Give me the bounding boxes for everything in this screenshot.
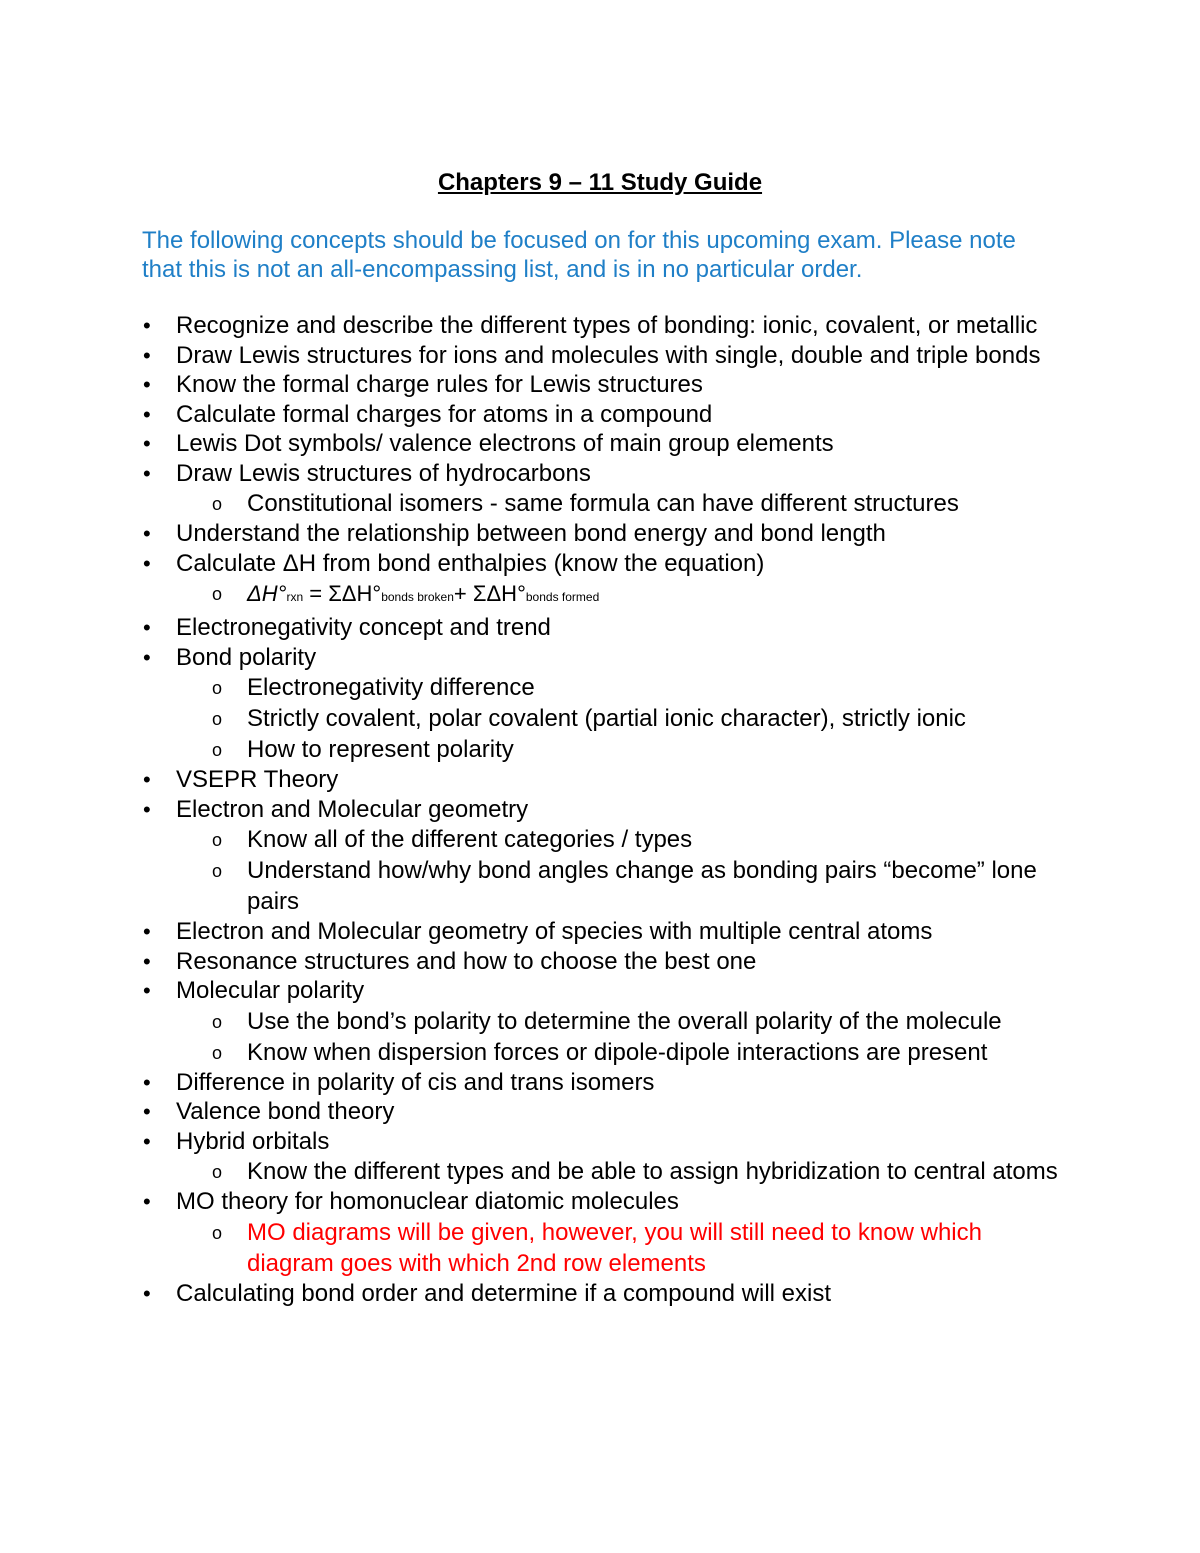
circle-bullet-icon: o <box>212 861 223 881</box>
sub-list <box>176 824 1070 917</box>
list-item <box>0 1187 1200 1279</box>
sub-list-item-text: How to represent polarity <box>247 736 514 763</box>
circle-bullet-icon: o <box>212 494 223 514</box>
list-item-text: Understand the relationship between bond energy and bond length <box>176 520 886 547</box>
sub-list-item <box>176 734 1070 765</box>
bullet-icon: • <box>143 401 151 427</box>
list-item <box>0 613 1200 643</box>
list-item <box>0 370 1200 400</box>
bullet-icon: • <box>143 948 151 974</box>
sub-list-item-text: Electronegativity difference <box>247 674 535 701</box>
list-item <box>0 549 1200 614</box>
equation-broken-subscript: bonds broken <box>381 590 454 604</box>
sub-list-item-text: Know the different types and be able to assign hybridization to central atoms <box>247 1158 1058 1185</box>
intro-paragraph: The following concepts should be focused on for this upcoming exam. Please note that this is not an all-encompassing list, and is in no particular order. <box>142 227 1016 283</box>
sub-list <box>176 578 1070 613</box>
bullet-icon: • <box>143 431 151 456</box>
bullet-icon: • <box>143 767 151 792</box>
list-item-text: Valence bond theory <box>176 1098 395 1125</box>
list-item-text: Electron and Molecular geometry <box>176 795 529 823</box>
list-item <box>0 1068 1200 1098</box>
list-item-text: Recognize and describe the different types of bonding: ionic, covalent, or metallic <box>176 312 1038 339</box>
list-item <box>0 400 1200 430</box>
list-item <box>0 1127 1200 1188</box>
equation-rxn-subscript: rxn <box>286 590 304 604</box>
sub-list-item-text: Use the bond’s polarity to determine the overall polarity of the molecule <box>247 1007 1002 1035</box>
list-item-text: Draw Lewis structures for ions and molecules with single, double and triple bonds <box>176 341 1041 369</box>
list-item <box>0 947 1200 977</box>
bullet-icon: • <box>143 550 151 576</box>
sub-list-item <box>176 1006 1070 1037</box>
list-item-text: Know the formal charge rules for Lewis structures <box>176 371 703 398</box>
list-item-text: Draw Lewis structures of hydrocarbons <box>176 459 591 487</box>
sub-list-item-text: Constitutional isomers - same formula can have different structures <box>247 490 959 517</box>
circle-bullet-icon: o <box>212 584 223 604</box>
sub-list-item <box>176 1037 1070 1068</box>
list-item <box>0 917 1200 947</box>
list-item-text: Bond polarity <box>176 643 317 671</box>
sub-list-item <box>176 488 1070 519</box>
list-item-text: Molecular polarity <box>176 977 365 1004</box>
sub-list <box>176 672 1070 765</box>
equation-delta-h: ΔH° <box>247 581 287 606</box>
list-item-text: Calculating bond order and determine if a compound will exist <box>176 1279 832 1307</box>
equation-equals-term: = ΣΔH° <box>303 581 382 606</box>
concept-list <box>0 311 1200 1308</box>
list-item <box>0 459 1200 520</box>
bullet-icon: • <box>143 796 151 822</box>
list-item <box>0 976 1200 1068</box>
bullet-icon: • <box>143 460 151 486</box>
sub-list-item <box>176 1217 1070 1279</box>
bullet-icon: • <box>143 978 151 1003</box>
list-item-text: MO theory for homonuclear diatomic molecules <box>176 1188 679 1215</box>
list-item-text: Lewis Dot symbols/ valence electrons of main group elements <box>176 430 834 457</box>
bullet-icon: • <box>143 615 151 640</box>
bullet-icon: • <box>143 372 151 397</box>
list-item-text: VSEPR Theory <box>176 766 339 793</box>
list-item <box>0 795 1200 918</box>
circle-bullet-icon: o <box>212 1042 223 1063</box>
bullet-icon: • <box>143 342 151 368</box>
bullet-icon: • <box>143 1099 151 1124</box>
sub-list-item <box>176 855 1070 917</box>
sub-list <box>176 1217 1070 1279</box>
sub-list-item-text-red: MO diagrams will be given, however, you will still need to know which diagram goes with which 2nd row elements <box>247 1218 982 1277</box>
bullet-icon: • <box>143 1189 151 1214</box>
list-item-text: Resonance structures and how to choose the best one <box>176 947 757 975</box>
sub-list-item <box>176 672 1070 703</box>
sub-list-item <box>176 578 1070 613</box>
bullet-icon: • <box>143 521 151 546</box>
circle-bullet-icon: o <box>212 678 223 698</box>
enthalpy-equation <box>247 580 599 607</box>
circle-bullet-icon: o <box>212 1162 223 1182</box>
list-item <box>0 519 1200 549</box>
equation-formed-subscript: bonds formed <box>525 590 600 604</box>
bullet-icon: • <box>143 919 151 944</box>
circle-bullet-icon: o <box>212 709 223 729</box>
list-item-text: Difference in polarity of cis and trans isomers <box>176 1068 655 1096</box>
sub-list-item-text: Strictly covalent, polar covalent (partial ionic character), strictly ionic <box>247 705 966 732</box>
list-item <box>0 765 1200 795</box>
page-title: Chapters 9 – 11 Study Guide <box>437 169 763 196</box>
bullet-icon: • <box>143 1069 151 1095</box>
sub-list <box>176 1006 1070 1068</box>
list-item-text: Calculate ΔH from bond enthalpies (know the equation) <box>176 549 765 577</box>
list-item <box>0 1097 1200 1127</box>
sub-list-item-text: Understand how/why bond angles change as bonding pairs “become” lone pairs <box>247 857 1037 915</box>
list-item-text: Electron and Molecular geometry of species with multiple central atoms <box>176 918 933 945</box>
circle-bullet-icon: o <box>212 1222 223 1243</box>
sub-list <box>176 1156 1070 1187</box>
circle-bullet-icon: o <box>212 1011 223 1032</box>
list-item <box>0 643 1200 766</box>
sub-list <box>176 488 1070 519</box>
list-item <box>0 341 1200 371</box>
list-item <box>0 311 1200 341</box>
list-item-text: Electronegativity concept and trend <box>176 614 551 641</box>
list-item <box>0 1279 1200 1309</box>
sub-list-item <box>176 824 1070 855</box>
list-item-text: Hybrid orbitals <box>176 1127 330 1155</box>
equation-plus-term: + ΣΔH° <box>453 581 526 606</box>
sub-list-item-text: Know when dispersion forces or dipole-dipole interactions are present <box>247 1038 988 1066</box>
list-item <box>0 429 1200 459</box>
sub-list-item-text: Know all of the different categories / types <box>247 826 693 853</box>
bullet-icon: • <box>143 313 151 338</box>
sub-list-item <box>176 1156 1070 1187</box>
list-item-text: Calculate formal charges for atoms in a compound <box>176 400 713 428</box>
bullet-icon: • <box>143 644 151 670</box>
bullet-icon: • <box>143 1280 151 1306</box>
circle-bullet-icon: o <box>212 740 223 760</box>
sub-list-item <box>176 703 1070 734</box>
bullet-icon: • <box>143 1128 151 1154</box>
circle-bullet-icon: o <box>212 830 223 850</box>
